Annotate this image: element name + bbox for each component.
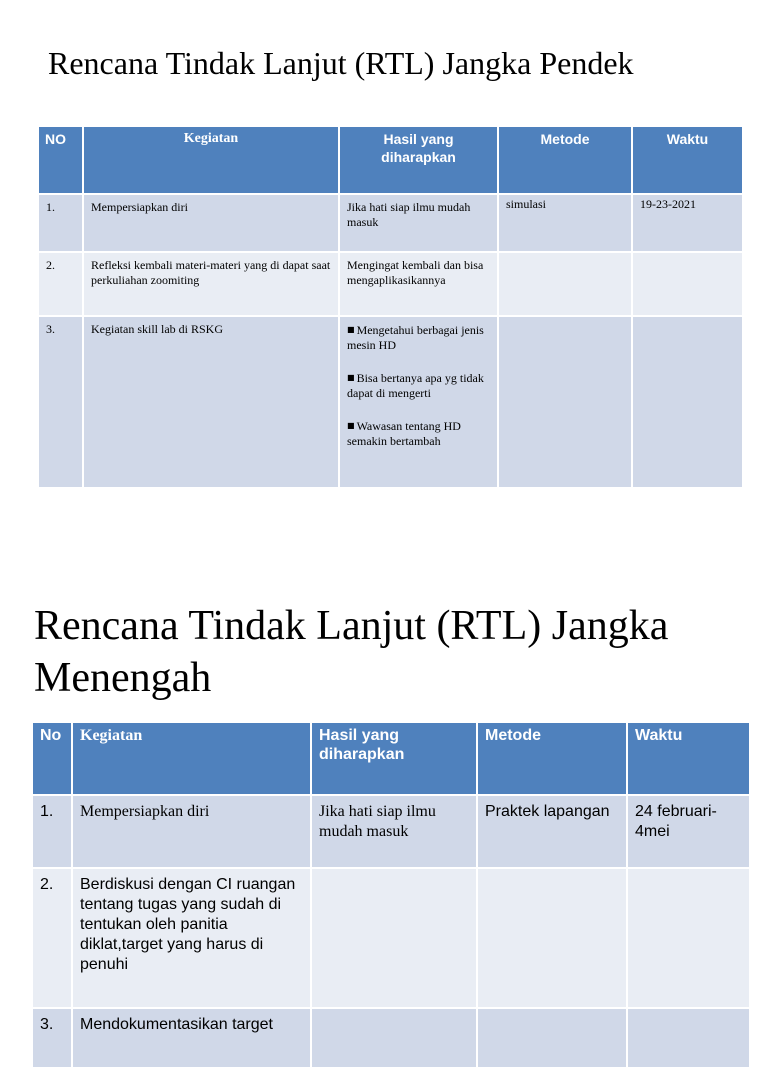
cell-kegiatan: Mempersiapkan diri	[84, 195, 340, 253]
header-no: NO	[39, 127, 84, 195]
table-row	[39, 317, 742, 489]
cell-metode	[478, 869, 628, 1009]
cell-waktu	[633, 253, 742, 317]
cell-kegiatan: Mempersiapkan diri	[73, 796, 312, 869]
cell-kegiatan: Mendokumentasikan target	[73, 1009, 312, 1069]
table-header-row	[33, 723, 749, 796]
header-waktu: Waktu	[633, 127, 742, 195]
bullet-icon: ■	[347, 325, 355, 334]
bullet-list-item	[347, 322, 490, 353]
cell-hasil: Jika hati siap ilmu mudah masuk	[340, 195, 499, 253]
header-metode: Metode	[499, 127, 633, 195]
header-metode: Metode	[478, 723, 628, 796]
header-hasil: Hasil yang diharapkan	[312, 723, 478, 796]
header-hasil: Hasil yang diharapkan	[340, 127, 499, 195]
bullet-list-item	[347, 370, 490, 401]
slide-title-jangka-menengah: Rencana Tindak Lanjut (RTL) Jangka Menengah	[34, 603, 669, 701]
bullet-text: Bisa bertanya apa yg tidak dapat di mengerti	[347, 371, 484, 400]
cell-no: 2.	[39, 253, 84, 317]
cell-hasil: Jika hati siap ilmu mudah masuk	[312, 796, 478, 869]
cell-kegiatan: Berdiskusi dengan CI ruangan tentang tugas yang sudah di tentukan oleh panitia diklat,target yang harus di penuhi	[73, 869, 312, 1009]
cell-no: 2.	[33, 869, 73, 1009]
cell-kegiatan: Kegiatan skill lab di RSKG	[84, 317, 340, 489]
cell-kegiatan: Refleksi kembali materi-materi yang di dapat saat perkuliahan zoomiting	[84, 253, 340, 317]
header-kegiatan: Kegiatan	[73, 723, 312, 796]
slide-title-jangka-pendek: Rencana Tindak Lanjut (RTL) Jangka Pendek	[48, 45, 634, 81]
cell-metode: Praktek lapangan	[478, 796, 628, 869]
table-row	[39, 195, 742, 253]
cell-waktu	[628, 1009, 749, 1069]
cell-waktu: 24 februari-4mei	[628, 796, 749, 869]
header-kegiatan: Kegiatan	[84, 127, 340, 195]
cell-metode	[478, 1009, 628, 1069]
table-row	[33, 1009, 749, 1069]
cell-no: 3.	[33, 1009, 73, 1069]
rtl-table-jangka-pendek	[39, 127, 742, 489]
cell-no: 1.	[39, 195, 84, 253]
table-row	[33, 869, 749, 1009]
cell-waktu	[633, 317, 742, 489]
cell-no: 1.	[33, 796, 73, 869]
cell-metode	[499, 253, 633, 317]
cell-waktu	[628, 869, 749, 1009]
cell-metode: simulasi	[499, 195, 633, 253]
header-waktu: Waktu	[628, 723, 749, 796]
bullet-text: Mengetahui berbagai jenis mesin HD	[347, 323, 484, 352]
cell-hasil: Mengingat kembali dan bisa mengaplikasikannya	[340, 253, 499, 317]
table-row	[39, 253, 742, 317]
bullet-icon: ■	[347, 421, 355, 430]
table-row	[33, 796, 749, 869]
cell-waktu: 19-23-2021	[633, 195, 742, 253]
cell-hasil-list	[340, 317, 499, 489]
cell-hasil	[312, 869, 478, 1009]
bullet-text: Wawasan tentang HD semakin bertambah	[347, 419, 461, 448]
cell-no: 3.	[39, 317, 84, 489]
cell-metode	[499, 317, 633, 489]
bullet-icon: ■	[347, 373, 355, 382]
table-header-row	[39, 127, 742, 195]
bullet-list-item	[347, 418, 490, 449]
cell-hasil	[312, 1009, 478, 1069]
header-no: No	[33, 723, 73, 796]
rtl-table-jangka-menengah	[33, 723, 749, 1069]
